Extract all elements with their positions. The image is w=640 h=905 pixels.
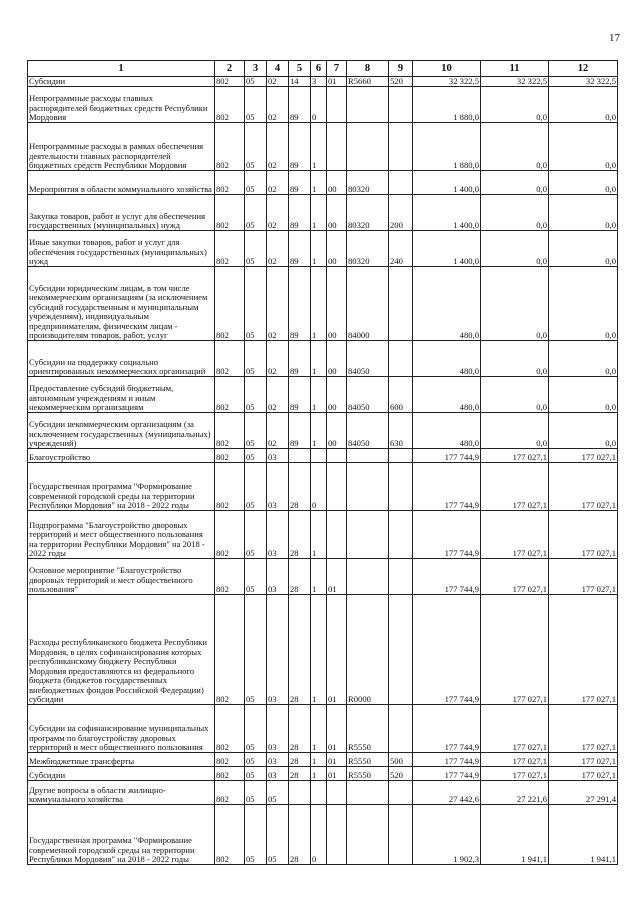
row-name-cell: Благоустройство — [28, 449, 215, 463]
code-cell: 05 — [245, 767, 267, 781]
code-cell: 600 — [389, 377, 413, 413]
amount-cell: 0,0 — [549, 341, 618, 377]
amount-cell: 32 322,5 — [413, 77, 481, 87]
amount-cell: 177 027,1 — [481, 559, 549, 595]
amount-cell: 0,0 — [481, 377, 549, 413]
code-cell: 05 — [245, 341, 267, 377]
code-cell — [389, 781, 413, 805]
code-cell: 1 — [311, 377, 327, 413]
code-cell: R5550 — [347, 767, 389, 781]
code-cell: 84050 — [347, 341, 389, 377]
code-cell: 1 — [311, 195, 327, 231]
col-header: 3 — [245, 61, 267, 77]
amount-cell: 32 322,5 — [549, 77, 618, 87]
amount-cell: 0,0 — [549, 231, 618, 267]
code-cell: 02 — [267, 77, 289, 87]
table-row — [28, 341, 618, 377]
amount-cell: 0,0 — [549, 377, 618, 413]
code-cell — [347, 449, 389, 463]
table-row — [28, 413, 618, 449]
amount-cell: 0,0 — [549, 123, 618, 171]
code-cell — [347, 463, 389, 511]
amount-cell: 1 902,3 — [413, 805, 481, 865]
amount-cell: 177 027,1 — [549, 449, 618, 463]
code-cell: 500 — [389, 753, 413, 767]
code-cell — [347, 781, 389, 805]
code-cell: 02 — [267, 195, 289, 231]
code-cell: 1 — [311, 559, 327, 595]
table-row — [28, 805, 618, 865]
table-row — [28, 559, 618, 595]
code-cell: 1 — [311, 123, 327, 171]
amount-cell: 177 027,1 — [549, 595, 618, 705]
code-cell: 802 — [215, 805, 245, 865]
table-row — [28, 267, 618, 341]
code-cell — [289, 449, 311, 463]
amount-cell: 177 027,1 — [549, 463, 618, 511]
code-cell: 03 — [267, 595, 289, 705]
code-cell: 03 — [267, 559, 289, 595]
amount-cell: 27 442,6 — [413, 781, 481, 805]
amount-cell: 0,0 — [481, 267, 549, 341]
code-cell — [389, 511, 413, 559]
amount-cell: 480,0 — [413, 341, 481, 377]
code-cell: 28 — [289, 511, 311, 559]
code-cell: 03 — [267, 767, 289, 781]
code-cell — [389, 705, 413, 753]
table-row — [28, 87, 618, 123]
amount-cell: 177 744,9 — [413, 511, 481, 559]
code-cell: 05 — [245, 77, 267, 87]
table-row — [28, 123, 618, 171]
code-cell — [389, 87, 413, 123]
code-cell: 802 — [215, 195, 245, 231]
code-cell — [389, 341, 413, 377]
amount-cell: 177 027,1 — [481, 705, 549, 753]
code-cell: 200 — [389, 195, 413, 231]
code-cell — [389, 559, 413, 595]
code-cell: 802 — [215, 705, 245, 753]
code-cell: 05 — [245, 511, 267, 559]
code-cell: 01 — [327, 767, 347, 781]
code-cell: R5660 — [347, 77, 389, 87]
code-cell: 1 — [311, 171, 327, 195]
code-cell: 802 — [215, 781, 245, 805]
code-cell: 802 — [215, 753, 245, 767]
code-cell: 1 — [311, 595, 327, 705]
code-cell: 89 — [289, 413, 311, 449]
code-cell: 0 — [311, 805, 327, 865]
amount-cell: 0,0 — [481, 341, 549, 377]
amount-cell: 0,0 — [549, 413, 618, 449]
code-cell: 28 — [289, 559, 311, 595]
amount-cell: 0,0 — [549, 87, 618, 123]
amount-cell: 480,0 — [413, 267, 481, 341]
code-cell: 89 — [289, 123, 311, 171]
code-cell: 28 — [289, 705, 311, 753]
code-cell: 89 — [289, 171, 311, 195]
code-cell: 01 — [327, 559, 347, 595]
code-cell: 802 — [215, 87, 245, 123]
table-row — [28, 781, 618, 805]
code-cell: 802 — [215, 377, 245, 413]
code-cell: R5550 — [347, 705, 389, 753]
code-cell: 1 — [311, 267, 327, 341]
code-cell: 802 — [215, 511, 245, 559]
code-cell: 05 — [245, 805, 267, 865]
code-cell: 84050 — [347, 413, 389, 449]
table-row — [28, 511, 618, 559]
code-cell: 03 — [267, 449, 289, 463]
code-cell: 802 — [215, 231, 245, 267]
row-name-cell: Государственная программа "Формирование современной городской среды на территории Республики Мордовия" на 2018 - 2022 годы — [28, 463, 215, 511]
code-cell: R5550 — [347, 753, 389, 767]
code-cell: 03 — [267, 705, 289, 753]
code-cell: 1 — [311, 511, 327, 559]
code-cell: 1 — [311, 341, 327, 377]
row-name-cell: Мероприятия в области коммунального хозяйства — [28, 171, 215, 195]
code-cell: 05 — [245, 595, 267, 705]
code-cell: 01 — [327, 595, 347, 705]
row-name-cell: Субсидии на софинансирование муниципальных программ по благоустройству дворовых территорий и мест общественного пользования — [28, 705, 215, 753]
amount-cell: 177 027,1 — [481, 595, 549, 705]
code-cell: 802 — [215, 559, 245, 595]
table-row — [28, 463, 618, 511]
code-cell: 89 — [289, 231, 311, 267]
code-cell: 05 — [245, 231, 267, 267]
code-cell: 89 — [289, 377, 311, 413]
code-cell: 05 — [245, 781, 267, 805]
amount-cell: 177 027,1 — [549, 559, 618, 595]
amount-cell: 177 027,1 — [549, 511, 618, 559]
code-cell — [327, 511, 347, 559]
table-row — [28, 231, 618, 267]
code-cell: 00 — [327, 267, 347, 341]
code-cell: 28 — [289, 595, 311, 705]
code-cell: 802 — [215, 77, 245, 87]
amount-cell: 1 941,1 — [481, 805, 549, 865]
amount-cell: 1 941,1 — [549, 805, 618, 865]
col-header: 8 — [347, 61, 389, 77]
code-cell: 02 — [267, 87, 289, 123]
code-cell — [347, 559, 389, 595]
code-cell: 240 — [389, 231, 413, 267]
code-cell: 01 — [327, 705, 347, 753]
header-row — [28, 61, 618, 77]
code-cell — [289, 781, 311, 805]
code-cell: 03 — [267, 511, 289, 559]
amount-cell: 177 027,1 — [481, 449, 549, 463]
code-cell: 05 — [245, 87, 267, 123]
amount-cell: 177 744,9 — [413, 449, 481, 463]
code-cell: 02 — [267, 171, 289, 195]
table-row — [28, 449, 618, 463]
amount-cell: 480,0 — [413, 377, 481, 413]
amount-cell: 177 027,1 — [481, 753, 549, 767]
code-cell: 84000 — [347, 267, 389, 341]
table-row — [28, 77, 618, 87]
code-cell: 630 — [389, 413, 413, 449]
amount-cell: 32 322,5 — [481, 77, 549, 87]
row-name-cell: Подпрограмма "Благоустройство дворовых территорий и мест общественного пользования на территории Республики Мордовия" на 2018 - 2022 годы — [28, 511, 215, 559]
row-name-cell: Субсидии некоммерческим организациям (за исключением государственных (муниципальных) учреждений) — [28, 413, 215, 449]
code-cell — [327, 781, 347, 805]
row-name-cell: Субсидии на поддержку социально ориентированных некоммерческих организаций — [28, 341, 215, 377]
amount-cell: 0,0 — [481, 413, 549, 449]
row-name-cell: Непрограммные расходы главных распорядителей бюджетных средств Республики Мордовия — [28, 87, 215, 123]
code-cell: 89 — [289, 341, 311, 377]
amount-cell: 0,0 — [481, 123, 549, 171]
code-cell: 00 — [327, 341, 347, 377]
col-header: 5 — [289, 61, 311, 77]
code-cell: 05 — [245, 267, 267, 341]
col-header: 1 — [28, 61, 215, 77]
code-cell: 05 — [245, 463, 267, 511]
code-cell: 05 — [245, 195, 267, 231]
code-cell: 1 — [311, 753, 327, 767]
amount-cell: 177 027,1 — [549, 753, 618, 767]
row-name-cell: Непрограммные расходы в рамках обеспечения деятельности главных распорядителей бюджетных средств Республики Мордовия — [28, 123, 215, 171]
code-cell: 00 — [327, 231, 347, 267]
code-cell: 02 — [267, 231, 289, 267]
code-cell: 14 — [289, 77, 311, 87]
code-cell: 802 — [215, 595, 245, 705]
code-cell: 802 — [215, 341, 245, 377]
amount-cell: 177 027,1 — [481, 511, 549, 559]
amount-cell: 1 880,0 — [413, 87, 481, 123]
row-name-cell: Предоставление субсидий бюджетным, автономным учреждениям и иным некоммерческим организациям — [28, 377, 215, 413]
table-row — [28, 171, 618, 195]
code-cell: 802 — [215, 123, 245, 171]
code-cell: 05 — [245, 705, 267, 753]
amount-cell: 177 027,1 — [481, 767, 549, 781]
amount-cell: 0,0 — [549, 267, 618, 341]
table-row — [28, 595, 618, 705]
code-cell: 05 — [245, 377, 267, 413]
code-cell: 89 — [289, 87, 311, 123]
code-cell: 802 — [215, 767, 245, 781]
col-header: 4 — [267, 61, 289, 77]
amount-cell: 0,0 — [549, 195, 618, 231]
amount-cell: 0,0 — [549, 171, 618, 195]
amount-cell: 177 744,9 — [413, 559, 481, 595]
row-name-cell: Основное мероприятие "Благоустройство дворовых территорий и мест общественного пользования" — [28, 559, 215, 595]
code-cell — [347, 805, 389, 865]
code-cell: 802 — [215, 267, 245, 341]
code-cell: 28 — [289, 767, 311, 781]
col-header: 11 — [481, 61, 549, 77]
code-cell: 1 — [311, 231, 327, 267]
code-cell — [389, 267, 413, 341]
code-cell — [327, 463, 347, 511]
code-cell — [327, 87, 347, 123]
table-row — [28, 377, 618, 413]
table-row — [28, 195, 618, 231]
code-cell: 02 — [267, 413, 289, 449]
code-cell: 02 — [267, 377, 289, 413]
code-cell: 01 — [327, 753, 347, 767]
code-cell: 05 — [245, 449, 267, 463]
code-cell — [311, 781, 327, 805]
code-cell — [311, 449, 327, 463]
col-header: 12 — [549, 61, 618, 77]
code-cell: 802 — [215, 413, 245, 449]
code-cell: 80320 — [347, 171, 389, 195]
code-cell — [389, 123, 413, 171]
code-cell: 28 — [289, 805, 311, 865]
row-name-cell: Расходы республиканского бюджета Республики Мордовия, в целях софинансирования которых республиканскому бюджету Республики Мордовия предоставляются из федерального бюджета (бюджетов государственных внебюджетных фондов Российской Федерации) субсидии — [28, 595, 215, 705]
code-cell — [389, 449, 413, 463]
code-cell: R0000 — [347, 595, 389, 705]
code-cell: 802 — [215, 463, 245, 511]
code-cell: 05 — [245, 123, 267, 171]
amount-cell: 0,0 — [481, 231, 549, 267]
amount-cell: 27 221,6 — [481, 781, 549, 805]
row-name-cell: Субсидии — [28, 767, 215, 781]
code-cell: 02 — [267, 341, 289, 377]
col-header: 7 — [327, 61, 347, 77]
code-cell — [347, 123, 389, 171]
code-cell: 00 — [327, 413, 347, 449]
code-cell — [327, 449, 347, 463]
code-cell — [389, 463, 413, 511]
code-cell: 05 — [267, 805, 289, 865]
row-name-cell: Государственная программа "Формирование современной городской среды на территории Республики Мордовия" на 2018 - 2022 годы — [28, 805, 215, 865]
amount-cell: 177 744,9 — [413, 753, 481, 767]
code-cell: 28 — [289, 753, 311, 767]
code-cell: 89 — [289, 195, 311, 231]
code-cell — [389, 595, 413, 705]
code-cell: 00 — [327, 377, 347, 413]
code-cell: 28 — [289, 463, 311, 511]
code-cell — [347, 511, 389, 559]
code-cell: 80320 — [347, 195, 389, 231]
amount-cell: 177 027,1 — [549, 705, 618, 753]
amount-cell: 0,0 — [481, 195, 549, 231]
code-cell: 3 — [311, 77, 327, 87]
code-cell: 802 — [215, 171, 245, 195]
code-cell: 02 — [267, 267, 289, 341]
code-cell: 03 — [267, 463, 289, 511]
row-name-cell: Субсидии юридическим лицам, в том числе некоммерческим организациям (за исключением субсидий государственным и муниципальным учреждениям), индивидуальным предпринимателям, физическим лицам - производителям товаров, работ, услуг — [28, 267, 215, 341]
row-name-cell: Межбюджетные трансферты — [28, 753, 215, 767]
code-cell — [327, 805, 347, 865]
amount-cell: 1 400,0 — [413, 171, 481, 195]
amount-cell: 1 400,0 — [413, 231, 481, 267]
row-name-cell: Иные закупки товаров, работ и услуг для обеспечения государственных (муниципальных) нужд — [28, 231, 215, 267]
code-cell: 00 — [327, 195, 347, 231]
amount-cell: 177 027,1 — [481, 463, 549, 511]
code-cell: 03 — [267, 753, 289, 767]
code-cell: 89 — [289, 267, 311, 341]
code-cell: 802 — [215, 449, 245, 463]
amount-cell: 0,0 — [481, 171, 549, 195]
col-header: 2 — [215, 61, 245, 77]
col-header: 9 — [389, 61, 413, 77]
code-cell: 1 — [311, 413, 327, 449]
table-row — [28, 753, 618, 767]
code-cell — [327, 123, 347, 171]
table-row — [28, 767, 618, 781]
amount-cell: 177 744,9 — [413, 705, 481, 753]
col-header: 10 — [413, 61, 481, 77]
code-cell: 84050 — [347, 377, 389, 413]
code-cell: 05 — [245, 171, 267, 195]
code-cell: 520 — [389, 767, 413, 781]
col-header: 6 — [311, 61, 327, 77]
amount-cell: 177 744,9 — [413, 595, 481, 705]
code-cell: 80320 — [347, 231, 389, 267]
amount-cell: 177 744,9 — [413, 463, 481, 511]
amount-cell: 0,0 — [481, 87, 549, 123]
code-cell — [347, 87, 389, 123]
code-cell: 0 — [311, 463, 327, 511]
code-cell: 520 — [389, 77, 413, 87]
code-cell: 0 — [311, 87, 327, 123]
page-number: 17 — [609, 32, 620, 44]
amount-cell: 1 400,0 — [413, 195, 481, 231]
code-cell: 05 — [245, 753, 267, 767]
amount-cell: 27 291,4 — [549, 781, 618, 805]
code-cell: 1 — [311, 767, 327, 781]
code-cell: 01 — [327, 77, 347, 87]
code-cell — [389, 805, 413, 865]
amount-cell: 480,0 — [413, 413, 481, 449]
code-cell: 02 — [267, 123, 289, 171]
code-cell: 00 — [327, 171, 347, 195]
table-row — [28, 705, 618, 753]
code-cell: 05 — [245, 413, 267, 449]
row-name-cell: Закупка товаров, работ и услуг для обеспечения государственных (муниципальных) нужд — [28, 195, 215, 231]
table-body — [28, 77, 618, 865]
row-name-cell: Субсидии — [28, 77, 215, 87]
code-cell: 05 — [267, 781, 289, 805]
code-cell — [389, 171, 413, 195]
row-name-cell: Другие вопросы в области жилищно-коммунального хозяйства — [28, 781, 215, 805]
amount-cell: 177 744,9 — [413, 767, 481, 781]
amount-cell: 1 880,0 — [413, 123, 481, 171]
amount-cell: 177 027,1 — [549, 767, 618, 781]
code-cell: 1 — [311, 705, 327, 753]
budget-table — [27, 60, 618, 865]
code-cell: 05 — [245, 559, 267, 595]
